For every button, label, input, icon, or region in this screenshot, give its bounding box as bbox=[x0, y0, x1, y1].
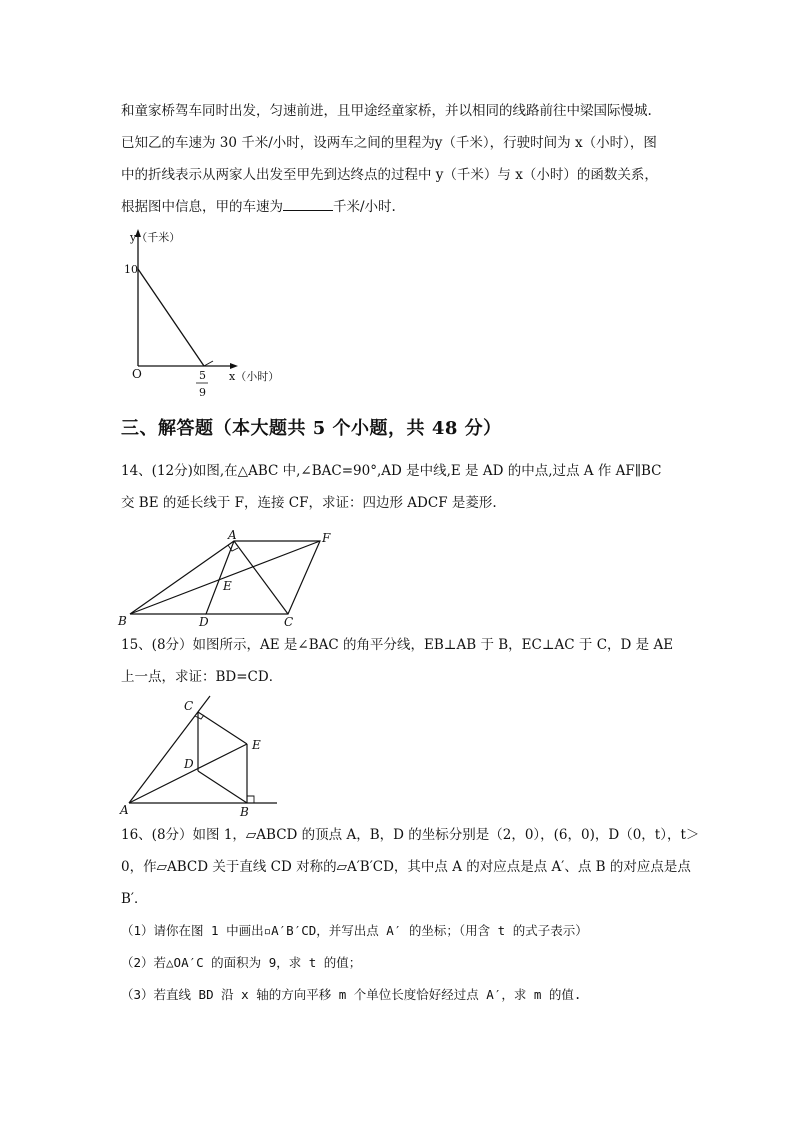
answer-blank bbox=[283, 198, 333, 211]
y-tick-10: 10 bbox=[124, 263, 138, 276]
q16-text-line-2: 0，作▱ABCD 关于直线 CD 对称的▱A′B′CD，其中点 A 的对应点是点 A′、点 B 的对应点是点 bbox=[121, 859, 691, 875]
label-b: B bbox=[240, 805, 249, 819]
q16-text-line-3: B′． bbox=[121, 891, 148, 907]
parallelogram-adcf bbox=[206, 541, 320, 614]
x-tick-denominator: 9 bbox=[199, 386, 206, 399]
segment-ae bbox=[129, 744, 247, 803]
q14-text-line-1: 14、(12分)如图,在△ABC 中,∠BAC=90°,AD 是中线,E 是 AD 的中点,过点 A 作 AF∥BC bbox=[121, 463, 662, 479]
x-tick-numerator: 5 bbox=[199, 369, 206, 382]
section-heading: 三、解答题（本大题共 5 个小题，共 48 分） bbox=[121, 418, 502, 439]
problem-text-line-2: 已知乙的车速为 30 千米/小时，设两车之间的里程为y（千米），行驶时间为 x（小时），图 bbox=[121, 135, 657, 151]
right-angle-mark-b bbox=[247, 796, 254, 803]
q16-part-3: （3）若直线 BD 沿 x 轴的方向平移 m 个单位长度恰好经过点 A′，求 m 的值. bbox=[121, 987, 582, 1002]
x-axis-arrow bbox=[230, 363, 238, 369]
q15-figure bbox=[115, 692, 285, 820]
segment-ac bbox=[234, 541, 288, 614]
speed-unit-text: 千米/小时. bbox=[333, 199, 396, 215]
graph-line bbox=[138, 269, 204, 366]
q15-text-line-2: 上一点，求证：BD=CD． bbox=[121, 669, 283, 685]
label-b: B bbox=[118, 614, 127, 628]
y-axis-label: y（千米） bbox=[130, 231, 181, 244]
label-d: D bbox=[184, 757, 194, 771]
label-c: C bbox=[284, 615, 294, 629]
function-graph bbox=[110, 225, 290, 405]
label-c: C bbox=[184, 699, 194, 713]
label-d: D bbox=[199, 615, 209, 629]
problem-text-line-3: 中的折线表示从两家人出发至甲先到达终点的过程中 y（千米）与 x（小时）的函数关系， bbox=[121, 167, 658, 183]
x-axis-label: x（小时） bbox=[229, 370, 280, 383]
label-f: F bbox=[322, 531, 331, 545]
q16-part-1: （1）请你在图 1 中画出▫A′B′CD，并写出点 A′ 的坐标；（用含 t 的式子表示） bbox=[121, 923, 588, 938]
q14-figure bbox=[115, 528, 345, 630]
speed-question-text: 根据图中信息，甲的车速为 bbox=[121, 199, 283, 215]
q15-text-line-1: 15、(8分）如图所示，AE 是∠BAC 的角平分线，EB⊥AB 于 B，EC⊥AC 于 C，D 是 AE bbox=[121, 637, 674, 653]
segment-ab bbox=[130, 541, 234, 614]
label-a: A bbox=[120, 803, 129, 817]
label-a: A bbox=[228, 528, 237, 542]
label-e: E bbox=[223, 579, 232, 593]
problem-text-line-1: 和童家桥驾车同时出发，匀速前进，且甲途经童家桥，并以相同的线路前往中梁国际慢城. bbox=[121, 103, 652, 119]
q16-text-line-1: 16、(8分）如图 1，▱ABCD 的顶点 A，B，D 的坐标分别是（2，0），(6，0)，D（0，t），t＞ bbox=[121, 827, 700, 843]
right-angle-mark-a bbox=[228, 545, 238, 551]
graph-line-end-mark bbox=[204, 361, 213, 366]
segment-ce bbox=[198, 712, 247, 744]
label-e: E bbox=[252, 738, 261, 752]
q14-text-line-2: 交 BE 的延长线于 F，连接 CF，求证：四边形 ADCF 是菱形. bbox=[121, 495, 497, 511]
problem-text-line-4 bbox=[121, 198, 396, 216]
q16-part-2: （2）若△OA′C 的面积为 9，求 t 的值； bbox=[121, 955, 362, 970]
origin-label: O bbox=[132, 367, 142, 381]
segment-bd bbox=[198, 771, 247, 803]
segment-bf bbox=[130, 541, 320, 614]
